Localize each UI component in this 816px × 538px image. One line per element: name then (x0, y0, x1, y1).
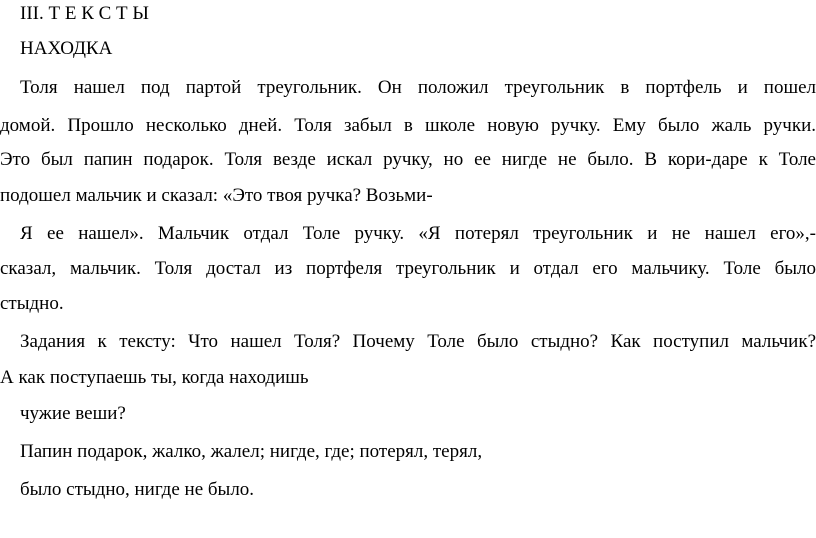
paragraph-line: домой. Прошло несколько дней. Толя забыл в школе новую ручку. Ему было жаль ручки. (0, 115, 816, 136)
assignment-line: чужие веши? (20, 403, 126, 424)
vocabulary-line: Папин подарок, жалко, жалел; нигде, где; потерял, терял, (20, 441, 483, 462)
paragraph-line: подошел мальчик и сказал: «Это твоя ручка? Возьми- (0, 185, 433, 206)
paragraph-line: сказал, мальчик. Толя достал из портфеля треугольник и отдал его мальчику. Толе было (0, 258, 816, 279)
assignment-line: А как поступаешь ты, когда находишь (0, 367, 309, 388)
paragraph-line: Это был папин подарок. Толя везде искал ручку, но ее нигде не было. В кори-даре к Толе (0, 149, 816, 170)
paragraph-line: Толя нашел под партой треугольник. Он положил треугольник в портфель и пошел (20, 77, 816, 98)
section-heading: III. Т Е К С Т Ы (20, 3, 149, 24)
vocabulary-line: было стыдно, нигде не было. (20, 479, 255, 500)
assignment-line: Задания к тексту: Что нашел Толя? Почему Толе было стыдно? Как поступил мальчик? (20, 331, 816, 352)
paragraph-line: Я ее нашел». Мальчик отдал Толе ручку. «Я потерял треугольник и не нашел его»,- (20, 223, 816, 244)
paragraph-line: стыдно. (0, 293, 64, 314)
text-title: НАХОДКА (20, 38, 113, 59)
